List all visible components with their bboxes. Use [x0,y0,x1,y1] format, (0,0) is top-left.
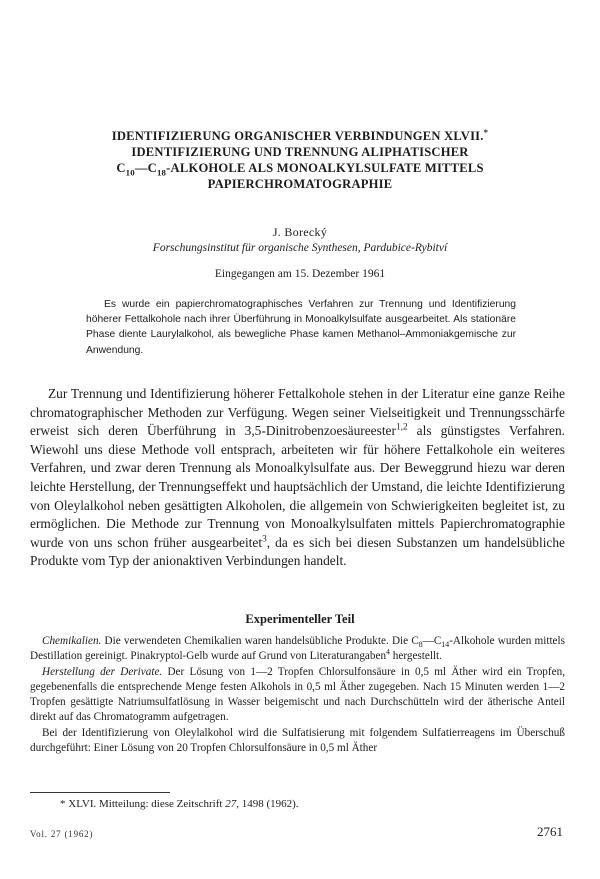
title-line-1: IDENTIFIZIERUNG ORGANISCHER VERBINDUNGEN XLVII.* [111,126,489,143]
page-number: 2761 [537,824,563,839]
paragraph-derivates: Herstellung der Derivate. Der Lösung von 1—2 Tropfen Chlorsulfonsäure in 0,5 ml Äther wird ein Tropfen, gegebenenfalls die entsprechende Menge festen Alkohols in 0,5 ml Äther zugegeben. Nach 15 Minuten werden 1—2 Tropfen gesättigte Natriumsulfatlösung in Wasser beigemischt und nach Durchschütteln wird der ätherische Anteil direkt auf das Chromatogramm aufgetragen. [30,665,565,724]
title-line-4: PAPIERCHROMATOGRAPHIE [207,177,393,191]
introduction-paragraph: Zur Trennung und Identifizierung höherer Fettalkohole stehen in der Literatur eine ganze Reihe chromatographischer Methoden zur Verfügung. Wegen seiner Vielseitigkeit und Trennungsschärfe erweist sich deren Überführung in 3,5-Dinitrobenzoesäureester$^{1,2}$ als günstigstes Verfahren. Wiewohl uns diese Methode voll entsprach, arbeiteten wir für höhere Fettalkohole ein weiteres Verfahren, und zwar deren Trennung als Monoalkylsulfate aus. Der Beweggrund hiezu war deren leichte Herstellung, der Trennungseffekt und hauptsächlich der Umstand, die leichte Identifizierung von Oleylalkohol neben gesättigten Alkoholen, die allgemein von Schwierigkeiten begleitet ist, zu ermöglichen. Die Methode zur Trennung von Monoalkylsulfaten mittels Papierchromatographie wurde von uns schon früher ausgearbeitet$^3$, da es sich bei diesen Substanzen um handelsübliche Produkte vom Typ der anionaktiven Verbindungen handelt. [30,386,565,569]
citation-4: 4 [386,647,390,657]
received-date: Eingegangen am 15. Dezember 1961 [214,268,386,280]
abstract: Es wurde ein papierchromatographisches Verfahren zur Trennung und Identifizierung höherer Fettalkohole nach ihrer Überführung in Monoalkylsulfate ausgearbeitet. Als stationäre Phase diente Laurylalkohol, als bewegliche Phase kamen Methanol–Ammoniakgemische zur Anwendung. [86,299,516,356]
title-line-3: $C_{10}—C_{18}$-ALKOHOLE ALS MONOALKYLSULFATE MITTELS [116,161,484,178]
footnote: * XLVI. Mitteilung: diese Zeitschrift 27, 1498 (1962). [60,798,299,810]
running-footer-volume: Vol. 27 (1962) [30,829,94,839]
title-line-2: IDENTIFIZIERUNG UND TRENNUNG ALIPHATISCHER [131,145,469,159]
paragraph-chemicals: Chemikalien. Die verwendeten Chemikalien waren handelsübliche Produkte. Die $C_8—C_{14}$-Alkohole wurden mittels Destillation gereinigt. Pinakryptol-Gelb wurde auf Grund von Literaturangaben$^4$ hergestellt. [30,635,565,663]
article-title [40,128,560,192]
title-footnote-mark: * [483,126,489,137]
citation-3: 3 [262,534,267,545]
experimental-section [30,634,565,756]
citation-1-2: 1,2 [395,422,408,433]
footnote-divider [30,792,170,793]
author-name: J. Borecký [272,225,328,239]
section-heading-experimental: Experimenteller Teil [245,612,355,626]
paragraph-oleyl: Bei der Identifizierung von Oleylalkohol wird die Sulfatisierung mit folgendem Sulfatierreagens im Überschuß durchgeführt: Einer Lösung von 20 Tropfen Chlorsulfonsäure in 0,5 ml Äther [30,726,565,755]
run-in-heading-derivates: Herstellung der Derivate. [42,665,163,678]
author-affiliation: Forschungsinstitut für organische Synthesen, Pardubice-Rybitví [152,242,448,254]
run-in-heading-chemicals: Chemikalien. [42,635,102,647]
